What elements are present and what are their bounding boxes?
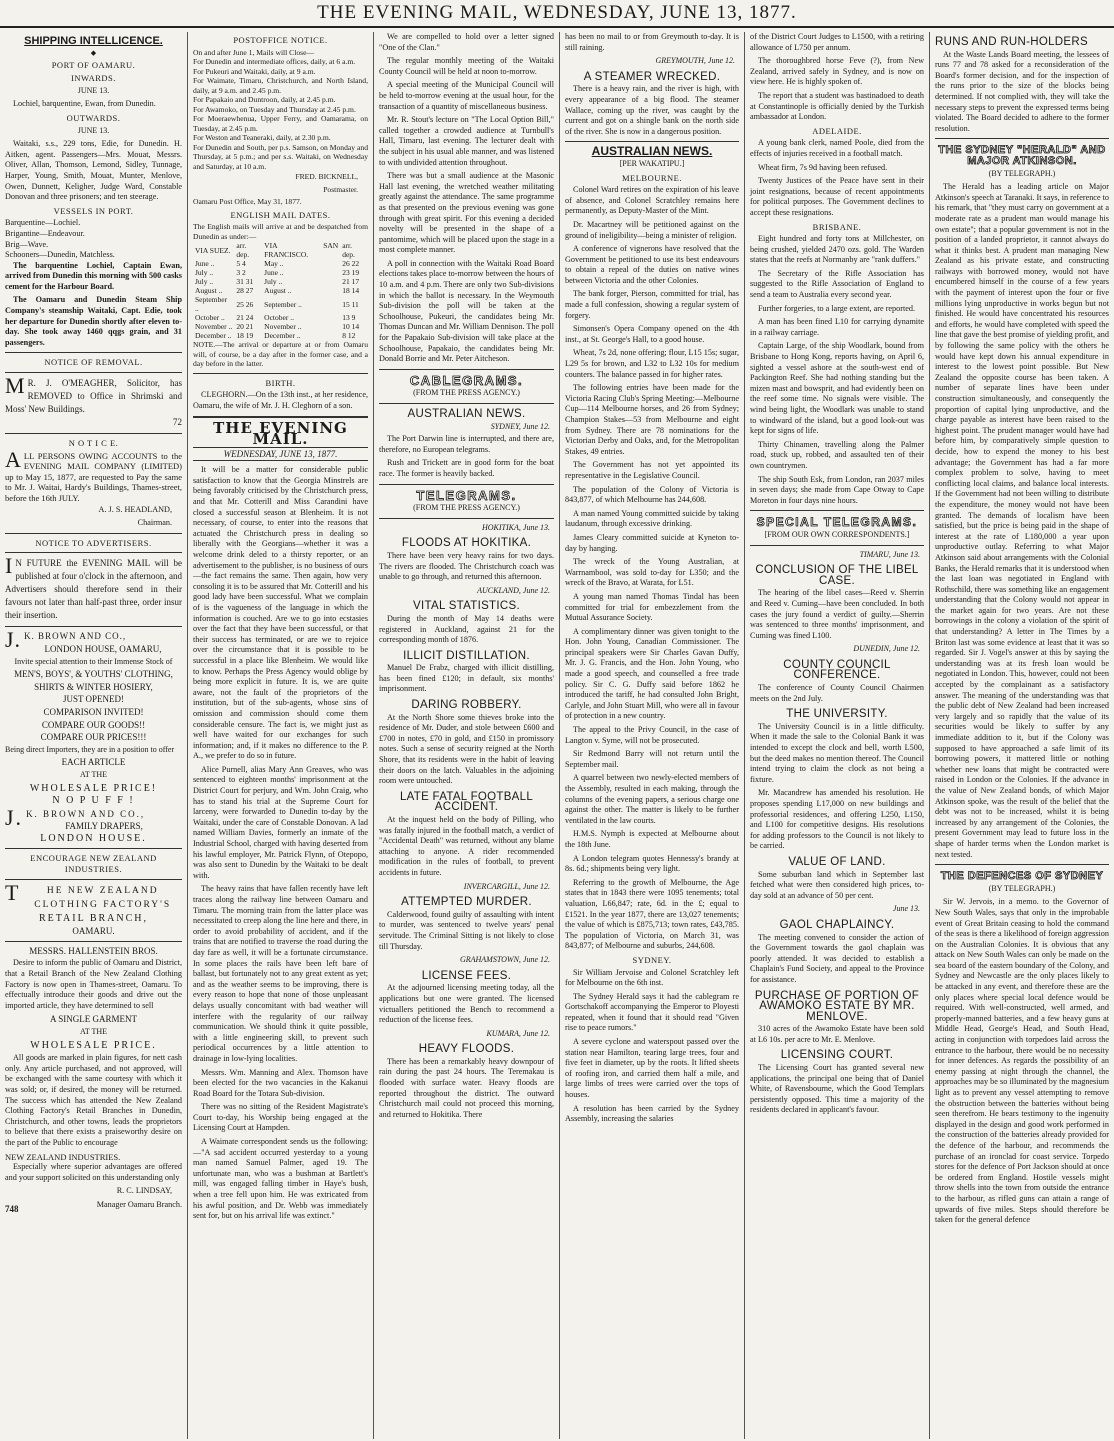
news-paragraph: Eight hundred and forty tons at Millchester, on being crushed, yielded 2470 ozs. gold. The Warden states that the reefs at Normanby are "rank duffers." bbox=[750, 234, 924, 265]
table-cell: August .. bbox=[195, 286, 223, 296]
notice-text: LL PERSONS OWING ACCOUNTS to the EVENING MAIL COMPANY (LIMITED) up to May 15, 1877, are requested to Pay the same to Mr. J. Waitai, Hardy's Buildings, Thames-street, before the 16th JULY. bbox=[5, 450, 182, 503]
headline: PURCHASE OF PORTION OF AWAMOKO ESTATE BY MR. MENLOVE. bbox=[754, 989, 920, 1023]
brown-line: EACH ARTICLE bbox=[61, 757, 126, 768]
drop-cap: I bbox=[5, 553, 13, 579]
table-cell: June .. bbox=[264, 268, 284, 278]
port-heading: PORT OF OAMARU. bbox=[51, 59, 136, 70]
table-row bbox=[193, 295, 368, 313]
mail-note: NOTE.—The arrival or departure at or from Oamaru will, of course, be a day after in the former case, and a day before in the latter. bbox=[193, 340, 368, 369]
table-cell: 15 11 bbox=[342, 299, 359, 309]
news-paragraph: At the North Shore some thieves broke into the residence of Mr. Duder, and stole between £600 and £700 in notes, £70 in gold, and £150 in promissory notes. Such a sense of security reigned at the North Shore, that its residents were in the habit of leaving their doors on the latch. Valuables in the adjoining room were untouched. bbox=[379, 712, 554, 786]
table-row bbox=[193, 268, 368, 277]
news-paragraph: Sir W. Jervois, in a memo. to the Governor of New South Wales, says that only in the improbable event of Great Britain ceasing to hold the command of the seas is there a likelihood of foreign aggression on the Australian Colonies. It is obvious that any attack on New South Wales can only be made on the sea board of the eastern boundary of the Colony, and Sydney and Newcastle are the only places likely to be attacked in any event, and therefore these are the only places where special local defence would be required. With well-constructed, well armed, and properly-manned batteries, and a few heavy guns at Middle Head, George's Head, and South Head, acting in conjunction with torpedoes laid across the entrance to the harbour, there would be no necessity for inner defences. As regards the possibility of an enemy passing at night through the channel, the approaches may be so illuminated by the magnesium light as to prevent any vessel attempting to remove the obstruction between the batteries without being seen therefrom. He bears testimony to the ingenuity displayed in the design and good work performed in the construction of the batteries already provided for the defence of the harbour, and recommends the purchase of an ironclad for coast service. Torpedo stores for the defence of Port Jackson should at once be ordered from England. Hostile vessels might throw shells into the town from outside the entrance to the harbour, as rifled guns can attain a range of upwards of five miles. Steps should therefore be taken for the general defence bbox=[935, 897, 1109, 1225]
table-cell: 25 26 bbox=[236, 299, 254, 309]
paper-title: THE EVENING MAIL. bbox=[213, 419, 348, 449]
dateline: GRAHAMSTOWN, June 12. bbox=[459, 955, 550, 965]
outwards-date: JUNE 13. bbox=[77, 125, 110, 135]
editorial-paragraph: The heavy rains that have fallen recently have left traces along the railway line between Oamaru and Timaru. The morning train from the latter place was necessitated to creep along the line here and there, in order to avoid probability of accident, and if the trains that are notified to traverse the road during the day fare as well, it will be a fortunate circumstance. In some places the rails have been left bare of ballast, but fortunately not to any great extent as yet; and as the weather seems to be improving, there is every reason to hope that none of those unpleasant delays usually concomitant with bad weather will interfere with the regularity of our railway communication. We should think it quite possible, with a little engineering skill, to prevent such periodical occurrences by a little attention to drainage in low-lying localities. bbox=[193, 884, 368, 1063]
notice-ad bbox=[5, 446, 182, 504]
table-row bbox=[193, 331, 368, 340]
news-paragraph: Sir William Jervoise and Colonel Scratchley left for Melbourne on the 6th inst. bbox=[565, 967, 739, 988]
nzi-signature-title: Manager Oamaru Branch. bbox=[96, 1199, 182, 1209]
headline: LICENSE FEES. bbox=[421, 969, 512, 982]
removal-title: NOTICE OF REMOVAL. bbox=[44, 357, 143, 368]
brown-line: COMPARE OUR PRICES!!! bbox=[40, 732, 147, 743]
sydney-heading: SYDNEY. bbox=[632, 954, 672, 965]
headline: LATE FATAL FOOTBALL ACCIDENT. bbox=[399, 790, 534, 814]
removal-text: R. J. O'MEAGHER, Solicitor, has REMOVED to Office in Shrimski and Moss' New Buildings. bbox=[5, 378, 182, 415]
dateline: June 13. bbox=[892, 904, 920, 914]
advertisers-title: NOTICE TO ADVERTISERS. bbox=[35, 537, 152, 548]
divider: ◆ bbox=[90, 48, 97, 57]
headline: THE SYDNEY "HERALD" AND MAJOR ATKINSON. bbox=[938, 144, 1106, 167]
post-line: For Weston and Teaneraki, daily, at 2.30 p.m. bbox=[193, 133, 331, 143]
brown-line: Being direct Importers, they are in a position to offer bbox=[5, 744, 175, 754]
editorial-paragraph: A Waimate correspondent sends us the following:—"A sad accident occurred yesterday to a young man named Samuel Palmer, aged 19. The unfortunate man, who was a bushman at Bartlett's mill, was engaged falling timber in Haye's bush, when a tree fell upon him. He was extricated from his awful position, and Dr. Webb was immediately sent for, but on his arrival life was extinct." bbox=[193, 1137, 368, 1221]
removal-ad bbox=[5, 373, 182, 429]
news-paragraph: At the inquest held on the body of Pilling, who was fatally injured in the football match, a verdict of "Accidental Death" was returned, without any blame attaching to anyone. A rider recommended modification in the rules of football, to prevent accidents in future. bbox=[379, 815, 554, 877]
birth-title: BIRTH. bbox=[265, 377, 296, 388]
headline: A STEAMER WRECKED. bbox=[583, 70, 721, 83]
masthead: THE EVENING MAIL, WEDNESDAY, JUNE 13, 1877. bbox=[0, 0, 1114, 28]
nzi-text-2: All goods are marked in plain figures, for nett cash only. Any article purchased, and not approved, will be exchanged with the same courtesy with which it was sold; or, if desired, the money will be returned. The success which has attended the New Zealand Clothing Factory's Retail Branches in Dunedin, Christchurch, and other towns, leads the proprietors to believe that there exists a praiseworthy desire on the part of the Public to encourage bbox=[5, 1053, 182, 1147]
post-line: For Dunedin and intermediate offices, daily, at 6 a.m. bbox=[193, 57, 356, 67]
adelaide-heading: ADELAIDE. bbox=[812, 125, 862, 136]
table-cell: 21 24 bbox=[236, 313, 254, 323]
table-cell: October .. bbox=[195, 313, 225, 323]
news-paragraph: The meeting convened to consider the action of the Government towards the gaol chaplain was poorly attended. It was decided to establish a Chaplain's Fund Society, and appeal to the Province for assistance. bbox=[750, 932, 924, 984]
brown-sub: LONDON HOUSE, OAMARU, bbox=[44, 643, 162, 654]
nzi-text-4: Especially where superior advantages are offered and your support solicited on this understanding only bbox=[5, 1162, 182, 1182]
headline: RUNS AND RUN-HOLDERS bbox=[935, 36, 1088, 48]
table-cell: 10 14 bbox=[342, 322, 360, 332]
news-paragraph: The appeal to the Privy Council, in the case of Langton v. Syme, will not be prosecuted. bbox=[565, 725, 739, 745]
table-cell: December .. bbox=[264, 331, 301, 341]
table-row bbox=[193, 259, 368, 268]
notice-title: N O T I C E. bbox=[68, 438, 119, 449]
table-cell: July .. bbox=[264, 277, 283, 287]
news-paragraph: The Sydney Herald says it had the cablegram re Gortschakoff accompanying the Emperor to Ployesti repeated, when it found that it should read "Given rise to peace rumors." bbox=[565, 991, 739, 1033]
ad-number: 748 bbox=[5, 1203, 19, 1214]
news-paragraph: There have been very heavy rains for two days. The rivers are flooded. The Christchurch coach was unable to go through, and returned this afternoon. bbox=[379, 550, 554, 582]
headline: THE DEFENCES OF SYDNEY bbox=[940, 870, 1104, 883]
table-cell: June .. bbox=[195, 259, 215, 269]
column-3 bbox=[374, 32, 560, 1439]
nzi-single: A SINGLE GARMENT bbox=[50, 1014, 137, 1025]
dateline: TIMARU, June 13. bbox=[859, 549, 920, 559]
news-paragraph: The Government has not yet appointed its representative in the Legislative Council. bbox=[565, 460, 739, 480]
special-telegrams-sub: [FROM OUR OWN CORRESPONDENTS.] bbox=[764, 529, 910, 539]
table-cell: September .. bbox=[264, 299, 302, 309]
news-paragraph: There is a heavy rain, and the river is high, with every appearance of a big flood. The steamer Wallace, coming up the river, was caught by the current and got on a shingle bank on the north side of the river. She is now in a dangerous position. bbox=[565, 84, 739, 136]
english-mail-title: ENGLISH MAIL DATES. bbox=[230, 209, 331, 220]
news-paragraph: Sir Redmond Barry will not return until the September mail. bbox=[565, 749, 739, 769]
inwards-heading: INWARDS. bbox=[71, 73, 116, 84]
dateline: GREYMOUTH, June 12. bbox=[655, 56, 735, 66]
brown2-head: K. BROWN AND CO., bbox=[26, 808, 146, 819]
news-paragraph: The ship South Esk, from London, ran 2037 miles in seven days; she made from Cape Otway to Cape Moreton in four days nine hours. bbox=[750, 474, 924, 505]
table-cell: December .. bbox=[195, 331, 232, 341]
dateline: SYDNEY, June 12. bbox=[490, 421, 550, 431]
news-paragraph: The regular monthly meeting of the Waitaki County Council will be held at noon to-morrow. bbox=[379, 56, 554, 76]
news-paragraph: The Licensing Court has granted several new applications, the principal one being that of Daniel White, of Ravensbourne, which the Good Templars persistently opposed. This time a majority of the residents declared in applicant's favour. bbox=[750, 1063, 924, 1115]
news-paragraph: H.M.S. Nymph is expected at Melbourne about the 18th June. bbox=[565, 829, 739, 849]
editorial-paragraph: Messrs. Wm. Manning and Alex. Thomson have been elected for the two vacancies in the Kakanui Road Board for the Totara Sub-division. bbox=[193, 1067, 368, 1098]
post-signature-title: Postmaster. bbox=[323, 184, 358, 194]
news-paragraph: Rush and Trickett are in good form for the boat race. The former is heavily backed. bbox=[379, 458, 554, 478]
news-paragraph: At the Waste Lands Board meeting, the lessees of runs 77 and 78 asked for a reconsideration of the Board's former decision, and for the inspection of the runs prior to the size of the blocks being determined. If not complied with, they will take the necessary steps to prevent the expressed terms being violated. The Board decided to adhere to the former resolution. bbox=[935, 49, 1109, 133]
post-office: Oamaru Post Office, May 31, 1877. bbox=[193, 197, 302, 207]
vessel-line: Brig—Wave. bbox=[5, 239, 49, 249]
dateline: KUMARA, June 12. bbox=[486, 1028, 550, 1038]
news-paragraph: A complimentary dinner was given tonight to the Hon. John Young, Canadian Commissioner. The principal speakers were Sir Charles Gavan Duffy, Mr. J. G. Francis, and the Hon. John Young, who made a good speech, and counselled a free trade policy. Sir C. G. Duffy said before 1862 he introduced the tariff, he had consulted John Bright, Carlyle, and John Stuart Mill, who were all in favour of protection in a new country. bbox=[565, 626, 739, 721]
news-paragraph: The thoroughbred horse Feve (?), from New Zealand, arrived safely in Sydney, and is now on view here. He is highly spoken of. bbox=[750, 56, 924, 87]
news-paragraph: There has been a remarkably heavy downpour of rain during the past 24 hours. The Teremakau is flooded with surface water. Heavy floods are reported throughout the district. The outward Christchurch mail could not proceed this morning, and returned to Hokitika. There bbox=[379, 1056, 554, 1119]
news-paragraph: Referring to the growth of Melbourne, the Age states that in 1843 there were 1095 tenements; total valuation, L66,847; rate, 6d. in the £; equal to £1521. In the year 1877, there are 13,027 tenements; the value of which is £875,713; town rates, £43,785. The population of Victoria, on March 31, was 843,877; of Melbourne and suburbs, 244,608. bbox=[565, 877, 739, 951]
notice-signature: A. J. S. HEADLAND, bbox=[98, 504, 172, 514]
news-paragraph: Twenty Justices of the Peace have sent in their joint resignations, because of recent appointments for political purposes. The Government declines to accept these resignations. bbox=[750, 176, 924, 217]
drop-cap: J. bbox=[5, 804, 24, 830]
table-cell: July .. bbox=[195, 268, 214, 278]
vessel-line: Barquentine—Lochiel. bbox=[5, 218, 81, 228]
table-header-cell: arr. dep. bbox=[236, 241, 250, 260]
news-paragraph: A resolution has been carried by the Sydney Assembly, increasing the salaries bbox=[565, 1103, 739, 1124]
table-row bbox=[193, 313, 368, 322]
brown2-sub: FAMILY DRAPERS, bbox=[65, 821, 143, 832]
news-paragraph: Dr. Macartney will be petitioned against on the ground of ineligibility—being a minister of religion. bbox=[565, 219, 739, 240]
news-paragraph: A special meeting of the Municipal Council will be held to-morrow evening at the usual hour, for the transaction of a quantity of miscellaneous business. bbox=[379, 80, 554, 111]
headline: ILLICIT DISTILLATION. bbox=[403, 649, 530, 662]
vessel-line: Schooners—Dunedin, Matchless. bbox=[5, 250, 115, 260]
birth-text: CLEGHORN.—On the 13th inst., at her residence, Oamaru, the wife of Mr. J. H. Cleghorn of a son. bbox=[193, 390, 368, 410]
australian-news-title: AUSTRALIAN NEWS. bbox=[591, 144, 713, 159]
news-paragraph: A young man named Thomas Tindal has been committed for trial for embezzlement from the Mutual Assurance Society. bbox=[565, 591, 739, 623]
column-2 bbox=[188, 32, 374, 1439]
news-paragraph: A man has been fined L10 for carrying dynamite in a railway carriage. bbox=[750, 317, 924, 337]
cablegrams-sub: (FROM THE PRESS AGENCY.) bbox=[413, 388, 520, 398]
news-paragraph: A poll in connection with the Waitaki Road Board elections takes place to-morrow between the hours of 10 a.m. and 4 p.m. There are only two Sub-divisions in which the ballot is necessary. In the Weymouth Sub-division the poll will be taken at the Schoolhouse, Pukeuri, the candidates being Mr. Thomas Duncan and Mr. William Dennison. The poll for the Papakaio Sub-division will take place at the Schoolhouse, Papakaio, the candidates being Mr. Donald Borrie and Mr. Peter Aitcheson. bbox=[379, 258, 554, 364]
editorial-paragraph: There was no sitting of the Resident Magistrate's Court to-day, his Worship being engaged at the Licensing Court at Hampden. bbox=[193, 1102, 368, 1133]
inwards-date: JUNE 13. bbox=[77, 85, 110, 95]
table-cell: 28 27 bbox=[236, 286, 254, 296]
melbourne-heading: MELBOURNE. bbox=[621, 172, 682, 183]
table-cell: 20 21 bbox=[236, 322, 254, 332]
news-paragraph: Captain Large, of the ship Woodlark, bound from Brisbane to Hong Kong, reports having, on April 6, sighted a vessel ashore at the south-west end of Packington Reef. She had nothing standing but the mizen mast and bowsprit, and had evidently been on the reef some time. No signals were visible. The wind being light, the Woodlark was unable to stand to windward of the island, but a good look-out was kept for signs of life. bbox=[750, 341, 924, 436]
brown-head: K. BROWN AND CO., bbox=[24, 631, 127, 642]
vessel-line: Brigantine—Endeavour. bbox=[5, 228, 85, 238]
news-paragraph: The Secretary of the Rifle Association has suggested to the Rifle Association of England to send a team to Australia every second year. bbox=[750, 268, 924, 300]
post-line: For Moeraewhenua, Upper Ferry, and Oamarama, on Tuesday, at 2.45 p.m. bbox=[193, 114, 368, 133]
news-paragraph: of the District Court Judges to L1500, with a retiring allowance of L750 per annum. bbox=[750, 32, 924, 52]
table-cell: 8 12 bbox=[342, 331, 356, 341]
drop-cap: T bbox=[5, 879, 21, 905]
mail-dates-table bbox=[193, 241, 368, 340]
news-paragraph: Thirty Chinamen, travelling along the Palmer road, stuck up, robbed, and assaulted ten of their own countrymen. bbox=[750, 439, 924, 470]
news-paragraph: Mr. Macandrew has amended his resolution. He proposes spending L17,000 on new buildings and professorial residences, and offering L250, L150, and L100 for competitive designs. His resolutions for adding professors to the Council is not likely to be carried. bbox=[750, 788, 924, 851]
news-paragraph: There was but a small audience at the Masonic Hall last evening, the wretched weather militating greatly against the attendance. The same programme as that presented on the previous evening was gone through with great spirit. For this evening a decided novelty will be presented in the shape of a pantomime, which will be placed upon the stage in a most complete manner. bbox=[379, 171, 554, 255]
headline: LICENSING COURT. bbox=[780, 1049, 894, 1062]
table-cell: November .. bbox=[264, 322, 302, 332]
news-paragraph: Manuel De Frabz, charged with illicit distilling, has been fined £120; in default, six months' imprisonment. bbox=[379, 663, 554, 694]
nzi-title: ENCOURAGE NEW ZEALAND INDUSTRIES. bbox=[30, 853, 157, 875]
table-row bbox=[193, 277, 368, 286]
news-paragraph: Colonel Ward retires on the expiration of his leave of absence, and Colonel Scratchley remains here permanently, as Deputy-Master of the Mint. bbox=[565, 185, 739, 216]
news-paragraph: Some suburban land which in September last fetched what were then considered high prices, to-day sold at an advance of 50 per cent. bbox=[750, 869, 924, 900]
news-paragraph: The following entries have been made for the Victoria Racing Club's Spring Meeting:—Melbourne Cup—114 Melbourne horses, and 26 from Sydney; Champion Stakes—53 from Melbourne and eight from Sydney. There are 78 nominations for the Victorian Derby and Oaks, and, for the Metropolitan Stakes, 49 entries. bbox=[565, 383, 739, 456]
table-cell: 18 14 bbox=[342, 286, 360, 296]
news-paragraph: A young bank clerk, named Poole, died from the effects of injuries received in a football match. bbox=[750, 138, 924, 158]
news-paragraph: A London telegram quotes Hennessy's brandy at 8s. 6d.; shipments being very light. bbox=[565, 853, 739, 874]
news-paragraph: A man named Young committed suicide by taking laudanum, through excessive drinking. bbox=[565, 508, 739, 529]
news-paragraph: The hearing of the libel cases—Reed v. Sherrin and Reed v. Cuming—have been concluded. In both cases the jury found a verdict of guilty.—Sherrin was sentenced to three months' imprisonment, and Cuming was fined L100. bbox=[750, 588, 924, 640]
brown-line: N O P U F F ! bbox=[52, 795, 135, 807]
newspaper-columns bbox=[0, 28, 1114, 1439]
column-1 bbox=[0, 32, 188, 1439]
headline: VITAL STATISTICS. bbox=[413, 600, 520, 613]
brown2-sub2: LONDON HOUSE. bbox=[40, 832, 147, 844]
nzi-text: Desire to inform the public of Oamaru and District, that a Retail Branch of the New Zealand Clothing Factory is now open in Thames-street, Oamaru. To effectually introduce their goods and drive out the imported article, they have determined to sell bbox=[5, 958, 182, 1010]
column-4 bbox=[560, 32, 745, 1439]
post-line: For Waimate, Timaru, Christchurch, and North Island, daily, at 9 a.m. and 2.45 p.m. bbox=[193, 76, 368, 95]
table-header-cell: VIA SUEZ. bbox=[195, 245, 231, 255]
dateline: DUNEDIN, June 12. bbox=[853, 644, 920, 654]
post-signature: FRED. BICKNELL, bbox=[295, 172, 358, 182]
news-paragraph: The Port Darwin line is interrupted, and there are, therefore, no European telegrams. bbox=[379, 434, 554, 454]
table-cell: October .. bbox=[264, 313, 294, 323]
cablegrams-title: CABLEGRAMS. bbox=[409, 372, 524, 388]
brown-line: COMPARE OUR GOODS!! bbox=[41, 719, 146, 730]
australian-news-title: AUSTRALIAN NEWS. bbox=[407, 408, 526, 420]
table-cell: July .. bbox=[195, 277, 214, 287]
post-notice bbox=[193, 48, 368, 207]
table-cell: May .. bbox=[264, 259, 284, 269]
news-paragraph: 310 acres of the Awamoko Estate have been sold at L6 10s. per acre to Mr. E. Menlove. bbox=[750, 1024, 924, 1044]
news-paragraph: A severe cyclone and waterspout passed over the station near Hamilton, tearing large trees, four and five feet in diameter, up by the roots. It lifted sheets of roofing iron, and carried them half a mile, and large limbs of trees were carried over the tops of houses. bbox=[565, 1037, 739, 1100]
post-line: For Dunedin and South, per p.s. Samson, on Monday and Thursday, at 5 p.m.; and per s.s. Waitaki, on Wednesday and Saturday, at 10 a.m. bbox=[193, 142, 368, 171]
news-paragraph: The population of the Colony of Victoria is 843,877, of which Melbourne has 244,608. bbox=[565, 484, 739, 505]
outwards-heading: OUTWARDS. bbox=[66, 112, 121, 123]
by-telegraph: (BY TELEGRAPH.) bbox=[988, 168, 1056, 178]
outwards-text: Waitaki, s.s., 229 tons, Edie, for Dunedin. H. Aitken, agent. Passengers—Mrs. Mouat, Messrs. Oliver, Allan, Thomson, Lemond, Sidley, Tunnage, Harper, Young, Smith, Mouat, Munter, Menlove, Owen, Dunnett, Keligher, Judge Ward, Constable Donovan and three prisoners; and ten steerage. bbox=[5, 139, 182, 202]
post-title: POSTOFFICE NOTICE. bbox=[233, 35, 328, 45]
nzi-at: AT THE bbox=[79, 1027, 108, 1036]
news-paragraph: During the month of May 14 deaths were registered in Auckland, against 21 for the corresponding month of 1876. bbox=[379, 613, 554, 645]
nzi-signature: R. C. LINDSAY, bbox=[116, 1186, 172, 1196]
post-line: On and after June 1, Mails will Close— bbox=[193, 47, 315, 57]
brown-line: COMPARISON INVITED! bbox=[43, 706, 144, 717]
table-cell: November .. bbox=[195, 322, 233, 332]
table-cell: 3 2 bbox=[236, 268, 246, 278]
drop-cap: A bbox=[5, 446, 21, 472]
brown-line: WHOLESALE PRICE! bbox=[29, 782, 158, 794]
telegrams-sub: (FROM THE PRESS AGENCY.) bbox=[413, 503, 520, 513]
news-paragraph: The report that a student was bastinadoed to death at Constantinople is officially denied by the Turkish ambassador at London. bbox=[750, 90, 924, 122]
nzi-big2: RETAIL BRANCH, bbox=[38, 912, 149, 924]
nzi-messrs: MESSRS. HALLENSTEIN BROS. bbox=[29, 945, 158, 956]
table-cell: August .. bbox=[264, 286, 292, 296]
editorial-paragraph: It will be a matter for considerable public satisfaction to know that the Georgia Minstrels are being favorably criticised by the Christchurch press, and that Mr. Cotterill and Miss Carandini have closed a successful season at Blenheim. It is not necessary, of course, to enter into the reasons that actuated the Christchurch press in dealing so liberally with the Georgians—whether it was a welcome drink deled to a thirsty reporter, or an advertisement to the publisher, is no business of ours—the fact remains the same. Then again, how very consoling it is to be assured that Mr. Cotterill and his good lady have been successful. What we complain of is the vagueness of the language in which the information is couched. Are we to go into ecstasies over the fact that they have been successful, or that their success has terminated, or are we to rejoice over the circumstance that it is possible to be successful in a place like Blenheim. We would like to know. Perhaps the Press Agency would oblige by being more explicit in future. It is, we are quite aware, not the fault of the proprietors of the institution, but of the sub-agents, whose sins of omission and commission should come them considerable censure. The fact is, we might just as well have waited for our exchanges for such information; and, if it makes no difference to the P. A., we prefer to do so in future. bbox=[193, 465, 368, 761]
news-paragraph: The University Council is in a little difficulty. When it made the sale to the Colonial Bank it was intended to except the clock and bell, worth L500, but the deed makes no mention thereof. The Council intend trying to claim the clock as not being a fixture. bbox=[750, 721, 924, 784]
headline: FLOODS AT HOKITIKA. bbox=[401, 537, 532, 550]
news-paragraph: Mr. R. Stout's lecture on "The Local Option Bill," called together a crowded audience at Turnbull's Hall, Timaru, last evening. The lecturer dealt with the subject in his usual able manner, and was listened to with undivided attention throughout. bbox=[379, 115, 554, 167]
post-line: For Pukeuri and Waitaki, daily, at 9 a.m. bbox=[193, 66, 316, 76]
brown-ad-2 bbox=[5, 804, 182, 845]
inwards-text: Lochiel, barquentine, Ewan, from Dunedin. bbox=[13, 99, 156, 109]
table-header-cell: arr. dep. bbox=[342, 241, 355, 260]
nzi-text-3: NEW ZEALAND INDUSTRIES. bbox=[5, 1151, 121, 1162]
table-cell: 31 31 bbox=[236, 277, 254, 287]
vessels-heading: VESSELS IN PORT. bbox=[53, 205, 134, 216]
news-paragraph: Simonsen's Opera Company opened on the 4th inst., at St. George's Hall, to a good house. bbox=[565, 324, 739, 344]
advertisers-ad bbox=[5, 553, 182, 622]
news-paragraph: The conference of County Council Chairmen meets on the 2nd July. bbox=[750, 683, 924, 703]
dateline: INVERCARGILL, June 12. bbox=[463, 881, 550, 891]
notice-signature-title: Chairman. bbox=[137, 518, 172, 528]
table-cell: 5 4 bbox=[236, 259, 246, 269]
brown-ad bbox=[5, 627, 182, 807]
english-mail-text: The English mails will arrive at and be despatched from Dunedin as under:— bbox=[193, 222, 368, 241]
brown-invite: Invite special attention to their Immense Stock of bbox=[14, 656, 173, 666]
headline: CONCLUSION OF THE LIBEL CASE. bbox=[755, 564, 919, 587]
headline: COUNTY COUNCIL CONFERENCE. bbox=[783, 658, 891, 682]
news-paragraph: has been no mail to or from Greymouth to-day. It is still raining. bbox=[565, 32, 739, 52]
paper-date: WEDNESDAY, JUNE 13, 1877. bbox=[193, 447, 368, 462]
headline: THE UNIVERSITY. bbox=[786, 708, 888, 721]
drop-cap: M bbox=[5, 373, 25, 399]
ad-number: 72 bbox=[173, 417, 182, 428]
brown-line: JUST OPENED! bbox=[62, 694, 125, 705]
news-paragraph: At the adjourned licensing meeting today, all the applications but one were granted. The licensed victuallers petitioned the Bench to recommend a reduction of the license fees. bbox=[379, 983, 554, 1025]
brisbane-heading: BRISBANE. bbox=[812, 221, 862, 232]
advertisers-text: N FUTURE the EVENING MAIL will be published at four o'clock in the afternoon, and Advertisers should therefore send in their favours not later than half-past three, order insur their insertion. bbox=[5, 558, 182, 621]
nzi-big: HE NEW ZEALAND CLOTHING FACTORY'S bbox=[34, 885, 172, 910]
brown-line: SHIRTS & WINTER HOSIERY, bbox=[34, 681, 153, 692]
shipping-title: SHIPPING INTELLICENCE. bbox=[24, 35, 163, 47]
table-header bbox=[193, 241, 368, 259]
headline: ATTEMPTED MURDER. bbox=[401, 896, 532, 909]
telegrams-title: TELEGRAMS. bbox=[416, 487, 517, 503]
news-paragraph: Wheat firm, 7s 9d having been refused. bbox=[758, 162, 888, 172]
headline: DARING ROBBERY. bbox=[411, 699, 522, 712]
post-line: For Papakaio and Duntroon, daily, at 2.45 p.m. bbox=[193, 95, 336, 105]
editorial-paragraph: Alice Purnell, alias Mary Ann Greaves, who was sentenced to eighteen months' imprisonment at the District Court for perjury, and Wm. John Craig, who has to stand his trial at the Supreme Court for larceny, were forwarded to Dunedin to-day by the Waitaki, under the care of Constable Donovan. A lad named William Davies, formerly an inmate of the Industrial School, charged with having deserted from his lawful employer, Mr. Patrick Flynn, of Otepopo, was also sent to Dunedin by the Waitaki to be dealt with. bbox=[193, 764, 368, 880]
drop-cap: J. bbox=[5, 627, 22, 653]
vessels-text: The barquentine Lochiel, Captain Ewan, arrived from Dunedin this morning with 500 casks cement for the Harbour Board. bbox=[5, 260, 182, 291]
news-paragraph: A conference of vignerons have resolved that the Government be petitioned to use its best endeavours to obtain a repeal of the duties on native wines between Victoria and the other Colonies. bbox=[565, 244, 739, 285]
news-paragraph: A quarrel between two newly-elected members of the Assembly, resulted in each making, through the columns of the evening papers, a serious charge one against the other. The matter is likely to be further ventilated in the law courts. bbox=[565, 773, 739, 825]
table-row bbox=[193, 286, 368, 295]
table-cell: September .. bbox=[195, 295, 228, 314]
dateline: AUCKLAND, June 12. bbox=[477, 585, 550, 595]
table-header-cell: VIA SAN FRANCISCO. bbox=[264, 241, 339, 260]
table-row bbox=[193, 322, 368, 331]
news-paragraph: We are compelled to hold over a letter signed "One of the Clan." bbox=[379, 32, 554, 52]
nzi-big3: OAMARU. bbox=[72, 926, 115, 937]
news-paragraph: James Cleary committed suicide at Kyneton to-day by hanging. bbox=[565, 532, 739, 553]
by-telegraph: (BY TELEGRAPH.) bbox=[988, 883, 1056, 893]
headline: VALUE OF LAND. bbox=[788, 855, 886, 868]
brown-line: AT THE bbox=[79, 769, 108, 779]
table-cell: 23 19 bbox=[342, 268, 360, 278]
column-5 bbox=[745, 32, 930, 1439]
special-telegrams-title: SPECIAL TELEGRAMS. bbox=[756, 515, 918, 530]
column-6 bbox=[930, 32, 1114, 1439]
news-paragraph: The bank forger, Pierson, committed for trial, has made a full confession, showing a regular system of forgery. bbox=[565, 289, 739, 320]
australian-news-sub: [PER WAKATIPU.] bbox=[619, 158, 685, 168]
news-paragraph: The wreck of the Young Australian, at Warrnambool, was sold to-day for L350; and the wreck of the Bravo, at Warata, for L51. bbox=[565, 557, 739, 588]
post-line: For Awamoko, on Tuesday and Thursday at 2.45 p.m. bbox=[193, 104, 356, 114]
table-cell: 26 22 bbox=[342, 259, 360, 269]
table-cell: 18 19 bbox=[236, 331, 254, 341]
news-paragraph: The Herald has a leading article on Major Atkinson's speech at Taranaki. It says, in reference to his remark, that "they must carry on government at a moderate rate as a prudent man would manage his own estate"; that a popular government is not in the position of a landed proprietor, it cannot always do what it thinks best. A prudent man managing New Zealand as his private estate, and constructing railways with borrowed money, would not have encumbered himself in the course of a few years with the payment of interest upon the four or five millions lying unproductive in works begun but not finished. He would have concentrated his resources and efforts, he would have completed with speed the line that gave the best promise of yielding profit, and by following the same policy with the others he would have kept down his annual expenditure in interest to the lowest point possible. But New Zealand the opposite course has been taken. A number of separate lines have been under construction simultaneously, and consequently the proportion of capital lying unproductive, and the charge payable as interest have been raised to the highest point. The prudent manager would have had before him, by comparatively simple question to decide, how to expend the money to his best advantage; the Government has had a far more complex problem to solve, having to meet conflicting local claims, and balance local interests. If the Government had not been willing to distribute the expenditure, the money would not have been granted. The demands of localism have been satisfied, but the price is being paid in the shape of interest at the rate of L180,000 a year upon unproductive outlay. Referring to what Major Atkinson said about arrangements with the Colonial Banks, the Herald remarks that it is understood when the last loan was negotiated in England with Rothschild, there was something like an engagement understanding that the Colony would not appear in the market again for two years. Are not these borrowings in the colony a violation of the spirit of that understanding? A letter in The Times by a Briton last was some evidence at least that it was so regarded. Sir J. Vogel's answer at this by saying the understanding was at its fresh loan would be negotiated in London. This, however, could not been accepted by the complainant as a satisfactory answer. The meaning of the understanding was that the public debt of New Zealand had been increased very largely and so rapidly that the value of its securities would be likely to suffer by any immediate addition to it, but if the Colony was supposed to have approached a safe limit of its borrowing powers, it mattered little or nothing whether new loans that might be contracted were raised in London or the Colonies. If the advance in the value of New Zealand bonds, of which Major Atkinson spoke, was the result of the belief that the debt was not to be increased, whilst it is being increased by any arrangement of the Colonies, the present Government may lead to future loss in the shape of harder terms when the London market is next tested. bbox=[935, 182, 1109, 859]
headline: GAOL CHAPLAINCY. bbox=[779, 918, 895, 931]
headline: HEAVY FLOODS. bbox=[418, 1043, 515, 1056]
brown-line: MEN'S, BOYS', & YOUTHS' CLOTHING, bbox=[14, 669, 173, 680]
news-paragraph: Calderwood, found guilty of assaulting with intent to murder, was sentenced to twelve years' penal servitude. The Criminal Sitting is not likely to close till Thursday. bbox=[379, 909, 554, 951]
table-cell: 21 17 bbox=[342, 277, 360, 287]
news-paragraph: Wheat, 7s 2d, none offering; flour, L15 15s; sugar, L29 5s for brown, and L32 to L32 10s for medium counters. The balance passed in for higher rates. bbox=[565, 348, 739, 379]
vessels-text-2: The Oamaru and Dunedin Steam Ship Company's steamship Waitaki, Capt. Edie, took her departure for Dunedin shortly after eleven to-day. She took away 1460 qqgs grain, and 31 passengers. bbox=[5, 295, 182, 347]
table-cell: 13 9 bbox=[342, 313, 356, 323]
news-paragraph: Further forgeries, to a large extent, are reported. bbox=[758, 303, 916, 313]
nzi-ad bbox=[5, 879, 182, 1215]
dateline: HOKITIKA, June 13. bbox=[482, 522, 550, 532]
nzi-wholesale: WHOLESALE PRICE. bbox=[30, 1039, 157, 1051]
